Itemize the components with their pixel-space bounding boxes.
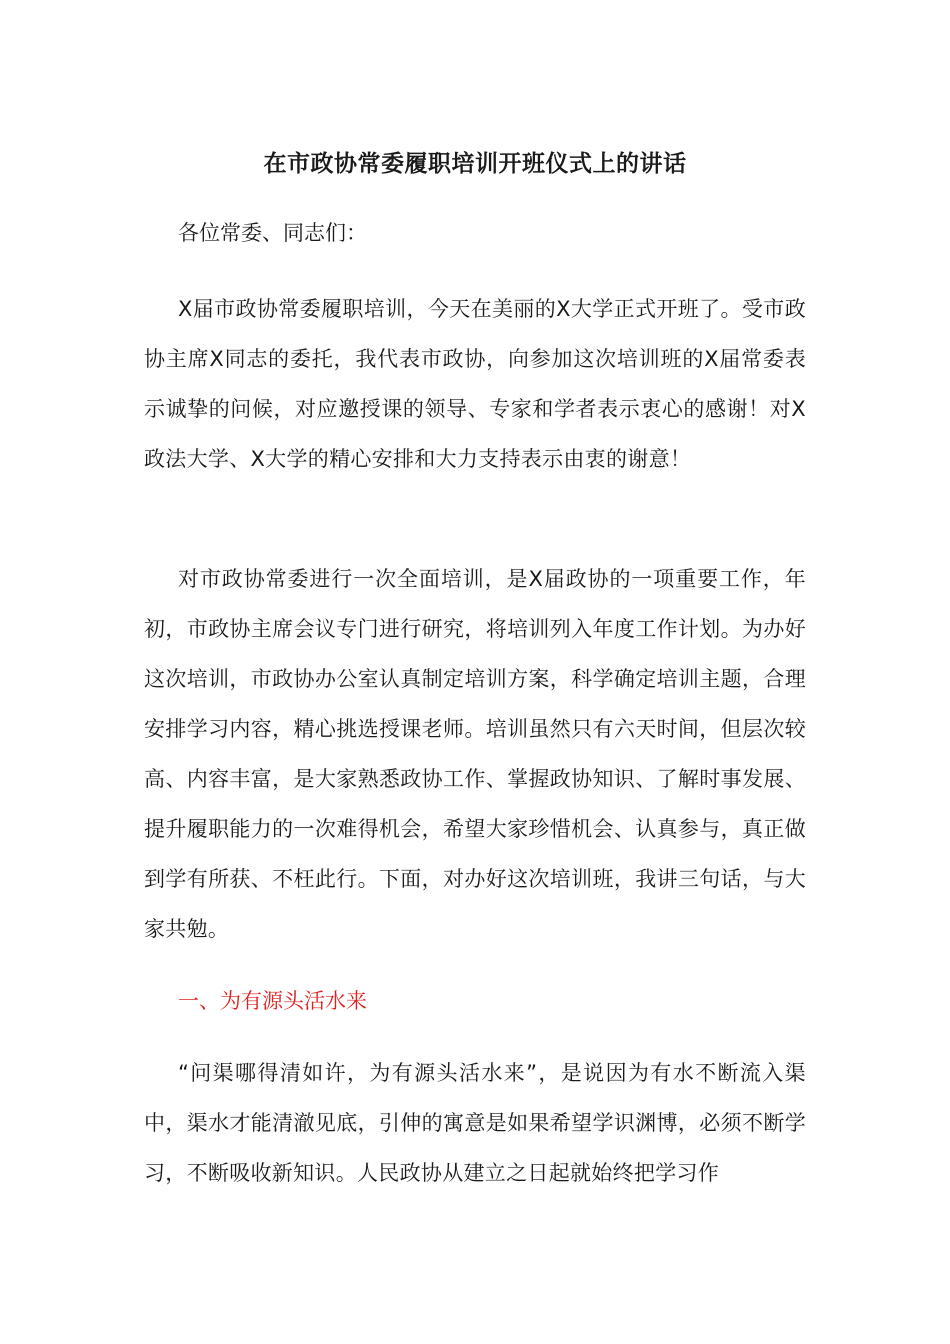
paragraph-1: X届市政协常委履职培训，今天在美丽的X大学正式开班了。受市政协主席X同志的委托，我代表市政协，向参加这次培训班的X届常委表示诚挚的问候，对应邀授课的领导、专家和学者表示衷心的感谢！对X政法大学、X大学的精心安排和大力支持表示由衷的谢意！ <box>144 297 806 471</box>
section-heading: 一、为有源头活水来 <box>178 989 367 1013</box>
section-paragraph: “问渠哪得清如许，为有源头活水来”，是说因为有水不断流入渠中，渠水才能清澈见底，引伸的寓意是如果希望学识渊博，必须不断学习，不断吸收新知识。人民政协从建立之日起就始终把学习作 <box>144 1061 806 1185</box>
document-title: 在市政协常委履职培训开班仪式上的讲话 <box>263 151 687 177</box>
salutation: 各位常委、同志们： <box>178 221 367 245</box>
paragraph-2: 对市政协常委进行一次全面培训，是X届政协的一项重要工作，年初，市政协主席会议专门进行研究，将培训列入年度工作计划。为办好这次培训，市政协办公室认真制定培训方案，科学确定培训主题，合理安排学习内容，精心挑选授课老师。培训虽然只有六天时间，但层次较高、内容丰富，是大家熟悉政协工作、掌握政协知识、了解时事发展、提升履职能力的一次难得机会，希望大家珍惜机会、认真参与，真正做到学有所获、不枉此行。下面，对办好这次培训班，我讲三句话，与大家共勉。 <box>144 567 806 941</box>
